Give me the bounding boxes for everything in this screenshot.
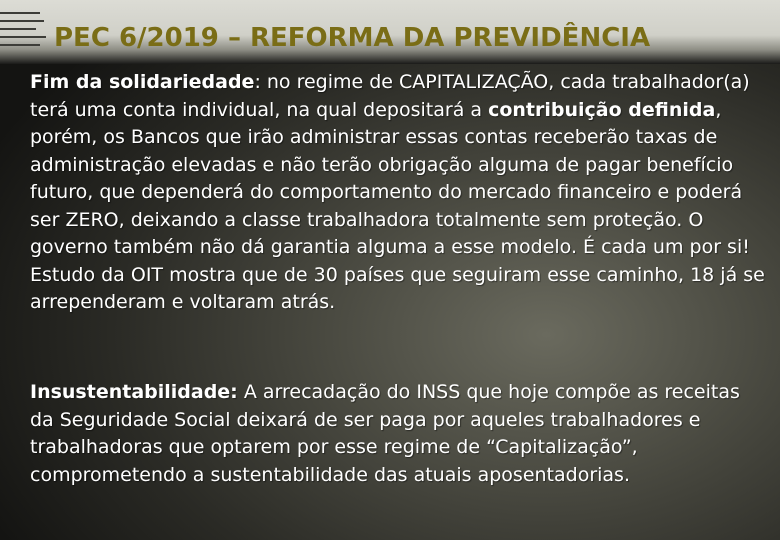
paragraph-text: : no regime de CAPITALIZAÇÃO, cada trabalhador(a) terá uma conta individual, na qual depositará a xyxy=(30,71,750,121)
decorative-stripe xyxy=(0,20,44,22)
paragraph-emphasis: contribuição definida xyxy=(488,98,716,121)
paragraph-fim-da-solidariedade xyxy=(30,69,765,317)
paragraph-lead: Insustentabilidade: xyxy=(30,381,238,403)
decorative-stripe xyxy=(0,12,40,14)
paragraph-lead: Fim da solidariedade xyxy=(30,71,255,93)
paragraph-text: , porém, os Bancos que irão administrar essas contas receberão taxas de administração elevadas e não terão obrigação alguma de pagar benefício futuro, que dependerá do comportamento do mercado financeiro e poderá ser ZERO, deixando a classe trabalhadora totalmente sem proteção. O governo também não dá garantia alguma a esse modelo. É cada um por si! Estudo da OIT mostra que de 30 países que seguiram esse caminho, 18 já se arrependeram e voltaram atrás. xyxy=(30,98,765,313)
decorative-stripe xyxy=(0,44,40,46)
page-title: PEC 6/2019 – REFORMA DA PREVIDÊNCIA xyxy=(54,23,651,53)
decorative-stripe xyxy=(0,28,36,30)
decorative-stripe xyxy=(0,36,46,38)
paragraph-text: A arrecadação do INSS que hoje compõe as receitas da Seguridade Social deixará de ser paga por aqueles trabalhadores e trabalhadoras que optarem por esse regime de “Capitalização”, comprometendo a sustentabilidade das atuais aposentadorias. xyxy=(30,381,740,486)
paragraph-insustentabilidade xyxy=(30,379,765,489)
title-band xyxy=(0,0,780,64)
